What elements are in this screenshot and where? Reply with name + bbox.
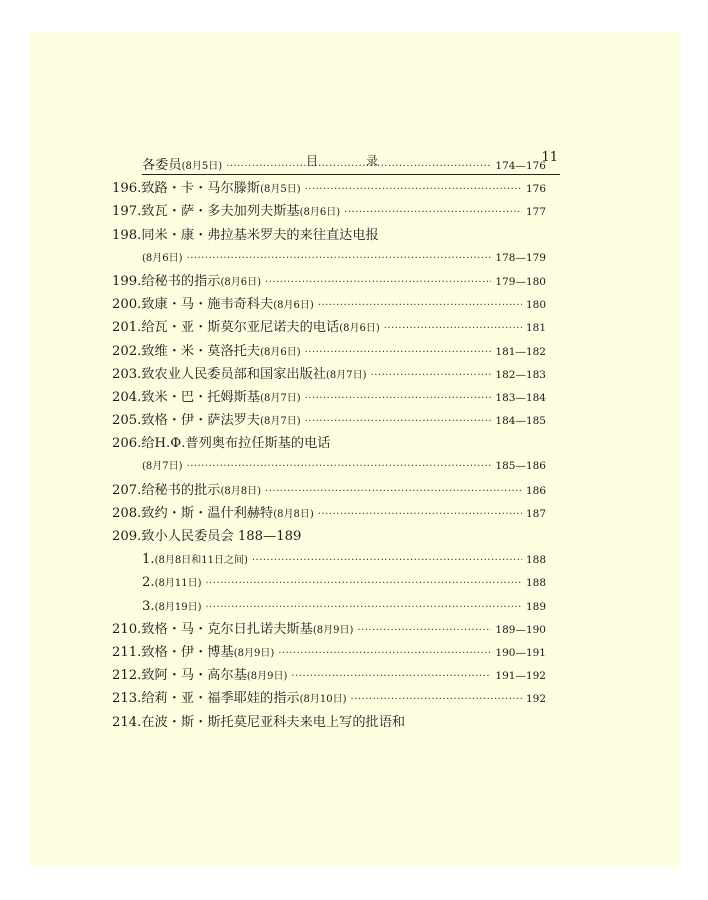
- toc-entry-date: (8月7日): [260, 416, 301, 428]
- toc-entry-title: 198.同米・康・弗拉基米罗夫的来往直达电报: [112, 227, 379, 243]
- dot-leader: [357, 619, 491, 642]
- toc-entry-title: 202.致维・米・莫洛托夫: [112, 343, 261, 359]
- toc-entry: [112, 270, 546, 293]
- dot-leader: [371, 364, 492, 387]
- toc-entry-page: 174—176: [495, 160, 546, 172]
- toc-entry-title: 213.给莉・亚・福季耶娃的指示: [112, 691, 300, 707]
- toc-entry-page: 189: [525, 600, 546, 613]
- toc-entry-title: 2.: [142, 575, 155, 591]
- toc-entry-title: 196.致路・卡・马尔滕斯: [112, 181, 261, 197]
- toc-entry: [112, 664, 546, 687]
- toc-entry: [112, 525, 546, 548]
- dot-leader: [205, 572, 521, 595]
- toc-entry-date: (8月7日): [142, 461, 183, 473]
- toc-entry-page: 188: [525, 577, 546, 590]
- toc-entry-title: 206.给H.Ф.普列奥布拉任斯基的电话: [112, 436, 331, 452]
- toc-entry-title: 214.在波・斯・斯托莫尼亚科夫来电上写的批语和: [112, 714, 406, 730]
- toc-entry-page: 181: [525, 322, 546, 335]
- toc-entry: [112, 711, 546, 734]
- toc-entry-page: 177: [525, 206, 546, 219]
- toc-entry-date: (8月6日): [260, 346, 301, 358]
- toc-entry: [112, 177, 546, 200]
- dot-leader: [318, 294, 522, 317]
- toc-entry: [112, 502, 546, 525]
- toc-entry: [112, 340, 546, 363]
- toc-entry-page: 183—184: [495, 391, 546, 404]
- toc-entry-date: (8月5日): [181, 161, 223, 172]
- toc-entry-date: (8月7日): [326, 369, 367, 381]
- toc-entry-title: 209.致小人民委员会 188—189: [112, 529, 302, 544]
- page-title: 目 录: [305, 154, 396, 168]
- toc-entry: [112, 200, 546, 223]
- toc-entry-date: (8月6日): [273, 300, 314, 312]
- toc-entry: [112, 595, 546, 618]
- toc-entry-date: (8月5日): [260, 184, 301, 196]
- dot-leader: [305, 341, 492, 364]
- toc-entry-date: (8月9日): [233, 647, 275, 659]
- toc-entry: [112, 224, 546, 247]
- dot-leader: [278, 642, 491, 665]
- dot-leader: [351, 688, 522, 711]
- toc-entry-date: (8月8日): [273, 508, 314, 520]
- toc-entry-page: 181—182: [495, 345, 546, 358]
- toc-entry-title: 1.: [142, 552, 155, 568]
- toc-entry-page: 188: [525, 554, 546, 567]
- toc-entry-page: 189—190: [495, 623, 546, 636]
- toc-entry: [112, 571, 546, 594]
- toc-entry-page: 182—183: [495, 368, 546, 381]
- dot-leader: [318, 503, 522, 526]
- toc-entry-date: (8月9日): [246, 671, 288, 683]
- toc-entry: [112, 154, 546, 177]
- toc-entry: [112, 641, 546, 664]
- toc-entry-page: 179—180: [495, 275, 546, 288]
- toc-entry-page: 186: [525, 484, 546, 497]
- dot-leader: [305, 178, 522, 201]
- toc-entry-title: 各委员: [142, 158, 182, 173]
- toc-entry-date: (8月10日): [299, 694, 347, 706]
- table-of-contents: [112, 154, 546, 734]
- toc-entry-title: 205.致格・伊・萨法罗夫: [112, 413, 261, 429]
- toc-entry-page: 178—179: [495, 251, 546, 264]
- toc-entry: [112, 455, 546, 478]
- dot-leader: [305, 387, 492, 410]
- toc-entry-title: 212.致阿・马・高尔基: [112, 668, 247, 684]
- toc-entry-title: 204.致米・巴・托姆斯基: [112, 389, 261, 405]
- dot-leader: [305, 410, 492, 433]
- toc-entry-title: 200.致康・马・施韦奇科夫: [112, 297, 274, 313]
- toc-entry-page: 192: [525, 693, 546, 706]
- toc-entry-date: (8月19日): [154, 601, 202, 613]
- toc-entry: [112, 479, 546, 502]
- toc-entry-date: (8月8日): [220, 485, 262, 497]
- dot-leader: [187, 247, 492, 270]
- toc-entry-date: (8月6日): [220, 276, 262, 288]
- toc-entry: [112, 363, 546, 386]
- toc-entry-page: 176: [525, 183, 546, 196]
- dot-leader: [291, 665, 491, 688]
- toc-entry-date: (8月6日): [142, 252, 183, 264]
- toc-entry-title: 203.致农业人民委员部和国家出版社: [112, 366, 326, 382]
- toc-entry-title: 201.给瓦・亚・斯莫尔亚尼诺夫的电话: [112, 320, 340, 336]
- toc-entry-title: 208.致约・斯・温什利赫特: [112, 505, 274, 521]
- toc-entry-date: (8月11日): [154, 578, 202, 590]
- toc-entry-title: 3.: [142, 598, 155, 614]
- toc-entry-page: 187: [525, 507, 546, 520]
- dot-leader: [226, 155, 491, 178]
- toc-entry: [112, 432, 546, 455]
- toc-entry-date: (8月9日): [312, 624, 354, 636]
- toc-entry-title: 207.给秘书的批示: [112, 482, 221, 498]
- dot-leader: [384, 317, 522, 340]
- page-number: 11: [541, 150, 558, 165]
- toc-entry-title: 199.给秘书的指示: [112, 273, 221, 289]
- toc-entry: [112, 687, 546, 710]
- toc-entry-page: 190—191: [495, 646, 546, 659]
- toc-entry-title: 210.致格・马・克尔日扎诺夫斯基: [112, 621, 313, 637]
- dot-leader: [265, 480, 522, 503]
- toc-entry-page: 184—185: [495, 415, 546, 428]
- toc-entry-page: 180: [525, 299, 546, 312]
- toc-entry-date: (8月8日和11日之间): [154, 555, 248, 567]
- toc-entry: [112, 247, 546, 270]
- dot-leader: [205, 596, 521, 619]
- toc-entry-page: 191—192: [495, 670, 546, 683]
- dot-leader: [187, 455, 492, 478]
- toc-entry: [112, 409, 546, 432]
- toc-entry: [112, 316, 546, 339]
- toc-entry-page: 185—186: [495, 460, 546, 473]
- toc-entry: [112, 386, 546, 409]
- toc-entry-date: (8月6日): [299, 207, 341, 219]
- toc-entry: [112, 618, 546, 641]
- toc-entry: [112, 548, 546, 571]
- dot-leader: [252, 549, 522, 572]
- toc-entry-title: 211.致格・伊・博基: [112, 644, 234, 660]
- toc-entry-date: (8月6日): [339, 323, 380, 335]
- toc-entry-date: (8月7日): [260, 392, 301, 404]
- dot-leader: [344, 201, 522, 224]
- toc-entry-title: 197.致瓦・萨・多夫加列夫斯基: [112, 204, 300, 220]
- toc-entry: [112, 293, 546, 316]
- dot-leader: [265, 271, 491, 294]
